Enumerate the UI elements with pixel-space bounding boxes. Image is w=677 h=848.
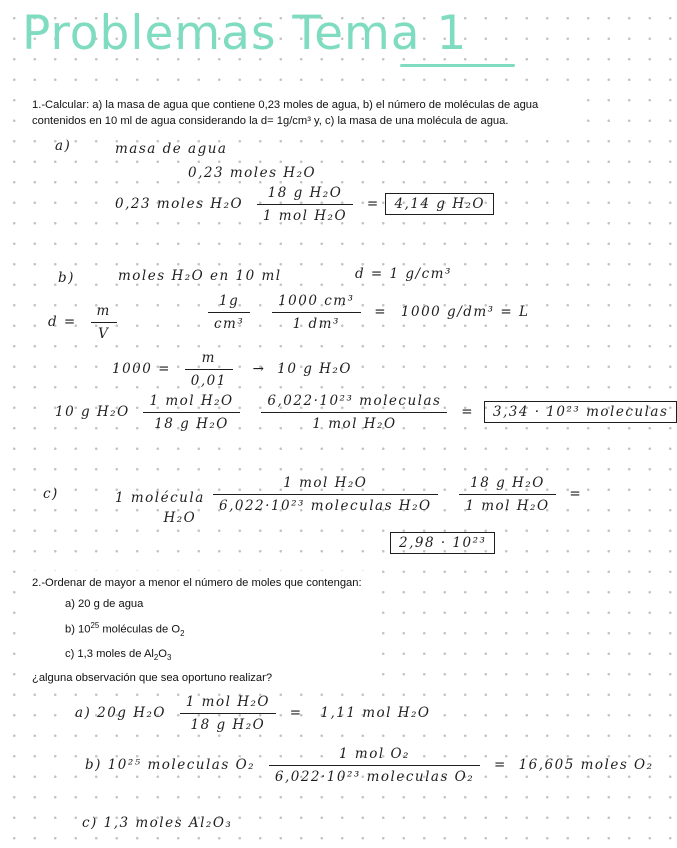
- problem-2-option-b: b) $10^{25}$ moléculas de $O_2$: [65, 621, 185, 638]
- solution-1b-unit-conversion: $\frac{1g}{\text{cm³}}$ $\frac{\text{1000 cm³}}{\text{1 dm³}}$ = 1000 g/dm³ = L: [200, 293, 529, 332]
- solution-2c: c) 1,3 moles Al₂O₃: [82, 815, 233, 831]
- solution-1b-label: b): [58, 270, 75, 286]
- problem-2-statement: [28, 571, 376, 691]
- solution-1a-equals: =: [366, 196, 380, 212]
- solution-1b-density: d = 1 g/cm³: [355, 266, 452, 282]
- solution-1a-denominator: 1 mol H₂O: [262, 208, 348, 224]
- solution-1a-label: a): [55, 138, 72, 154]
- solution-1b-heading: moles H₂O en 10 ml: [118, 268, 282, 284]
- solution-1c-label: c): [43, 486, 59, 502]
- solution-1b-density-formula: d = $\frac{m}{V}$: [48, 303, 125, 342]
- solution-1a-given: 0,23 moles H₂O: [188, 165, 317, 181]
- solution-1a-start: 0,23 moles H₂O: [115, 196, 244, 212]
- solution-2a: a) 20g H₂O $\frac{\text{1 mol H₂O}}{\text{18 g H₂O}}$ = 1,11 mol H₂O: [75, 694, 431, 733]
- solution-1a-conversion: [115, 185, 494, 224]
- solution-1b-mass: 1000 = $\frac{m}{0,01}$ → 10 g H₂O: [112, 350, 352, 389]
- solution-1a-fraction: [257, 185, 353, 224]
- solution-1a-numerator: 18 g H₂O: [257, 185, 353, 205]
- problem-2-question: ¿alguna observación que sea oportuno realizar?: [32, 672, 273, 685]
- solution-2b: b) 10²⁵ moleculas O₂ $\frac{\text{1 mol O₂}}{\text{6,022·10²³ moleculas O₂}}$ = 16,605 moles O₂: [85, 746, 654, 785]
- solution-1a-heading: masa de agua: [115, 141, 228, 157]
- solution-1c-start: 1 molécula H₂O: [115, 490, 205, 526]
- solution-1c-conversion: $\frac{\text{1 mol H₂O}}{\text{6,022·10²³ moleculas H₂O}}$ $\frac{\text{18 g H₂O}}{\text{1 mol H₂O}}$ =: [205, 475, 582, 514]
- problem-2-option-c: c) 1,3 moles de $Al_2O_3$: [65, 647, 172, 663]
- title-underline: [400, 64, 515, 67]
- problem-2-text: 2.-Ordenar de mayor a menor el número de moles que contengan:: [32, 577, 362, 589]
- problem-2-option-a: a) 20 g de agua: [65, 598, 144, 610]
- problem-1-text: 1.-Calcular: a) la masa de agua que contiene 0,23 moles de agua, b) el número de moléculas de agua contenidos en 10 ml de agua considerando la d= 1g/cm³ y, c) la masa de una molécula de agua.: [32, 99, 539, 127]
- solution-1a-result: 4,14 g H₂O: [385, 193, 494, 215]
- problem-1-statement: [28, 95, 581, 131]
- solution-1b-result: 3,34 · 10²³ moleculas: [484, 401, 677, 423]
- page-title: Problemas Tema 1: [22, 6, 468, 61]
- arrow-icon: →: [252, 361, 266, 377]
- solution-1b-molecules: 10 g H₂O $\frac{\text{1 mol H₂O}}{\text{18 g H₂O}}$ $\frac{\text{6,022·10²³ moleculas}}{\text{1 mol H₂O}}$ = 3,34 · 10²³ moleculas: [55, 393, 677, 432]
- solution-1c-result: 2,98 · 10²³: [390, 532, 495, 554]
